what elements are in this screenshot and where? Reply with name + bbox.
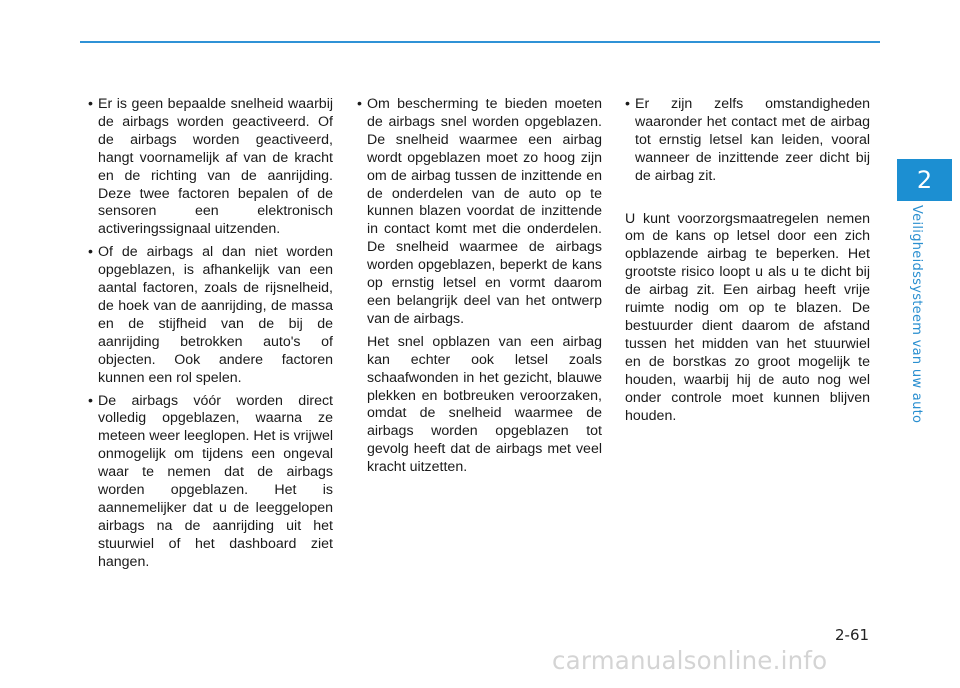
chapter-title: Veiligheidssysteem van uw auto xyxy=(909,205,924,424)
column-middle xyxy=(357,96,602,482)
chapter-tab xyxy=(897,159,952,201)
bullet-continuation: Het snel opblazen van een airbag kan echter ook letsel zoals schaafwonden in het gezicht, blauwe plekken en botbreuken veroorzaken, omdat de snelheid waarmee de airbags worden opgeblazen tot gevolg heeft dat de airbags met veel kracht uitzetten. xyxy=(367,333,602,476)
bullet-item xyxy=(357,96,602,329)
body-paragraph: U kunt voorzorgsmaatregelen nemen om de kans op letsel door een zich opblazende airbag te beperken. Het grootste risico loopt u als u te dicht bij de airbag zit. Een airbag heeft vrije ruimte nodig om op te blazen. De bestuurder dient daarom de afstand tussen het midden van het stuurwiel en de borstkas zo groot mogelijk te houden, waarbij hij de auto nog wel onder controle moet kunnen blijven houden. xyxy=(625,210,870,424)
bullet-icon: • xyxy=(357,96,362,112)
bullet-text: Om bescherming te bieden moeten de airbags snel worden opgeblazen. De snelheid waarmee een airbag wordt opgeblazen moet zo hoog zijn om de airbag tussen de inzittende en de onderdelen van de auto op te kunnen blazen voordat de inzittende in contact komt met die onderdelen. De snelheid waarmee de airbags worden opgeblazen, beperkt de kans op ernstig letsel en vormt daarom een belangrijk deel van het ontwerp van de airbags. xyxy=(367,96,602,327)
bullet-item xyxy=(88,96,333,239)
bullet-text: De airbags vóór worden direct volledig opgeblazen, waarna ze meteen weer leeglopen. Het is vrijwel onmogelijk om tijdens een ongeval waar te nemen dat de airbags worden opgeblazen. Het is aannemelijker dat u de leeggelopen airbags na de aanrijding uit het stuurwiel of het dashboard ziet hangen. xyxy=(98,392,333,570)
bullet-text: Of de airbags al dan niet worden opgeblazen, is afhankelijk van een aantal factoren, zoals de rijsnelheid, de hoek van de aanrijding, de massa en de stijfheid van de bij de aanrijding betrokken auto's of objecten. Ook andere factoren kunnen een rol spelen. xyxy=(98,244,333,386)
bullet-item xyxy=(625,96,870,186)
chapter-number: 2 xyxy=(916,166,933,194)
bullet-item xyxy=(88,393,333,572)
column-left xyxy=(88,96,333,577)
bullet-icon: • xyxy=(88,96,93,112)
bullet-item xyxy=(88,244,333,387)
bullet-icon: • xyxy=(88,392,93,409)
bullet-icon: • xyxy=(625,96,630,112)
bullet-text: Er zijn zelfs omstandigheden waaronder het contact met de airbag tot ernstig letsel kan leiden, vooral wanneer de inzittende zeer dicht bij de airbag zit. xyxy=(635,96,870,184)
bullet-text: Er is geen bepaalde snelheid waarbij de airbags worden geactiveerd. Of de airbags worden geactiveerd, hangt voornamelijk af van de kracht en de richting van de aanrijding. Deze twee factoren bepalen of de sensoren een elektronisch activeringssignaal uitzenden. xyxy=(98,96,333,238)
paragraph-spacer xyxy=(625,191,870,211)
bullet-icon: • xyxy=(88,244,93,261)
header-rule xyxy=(80,41,880,43)
page-number: 2-61 xyxy=(835,626,870,644)
watermark: carmanualsonline.info xyxy=(552,646,828,675)
column-right xyxy=(625,96,870,430)
